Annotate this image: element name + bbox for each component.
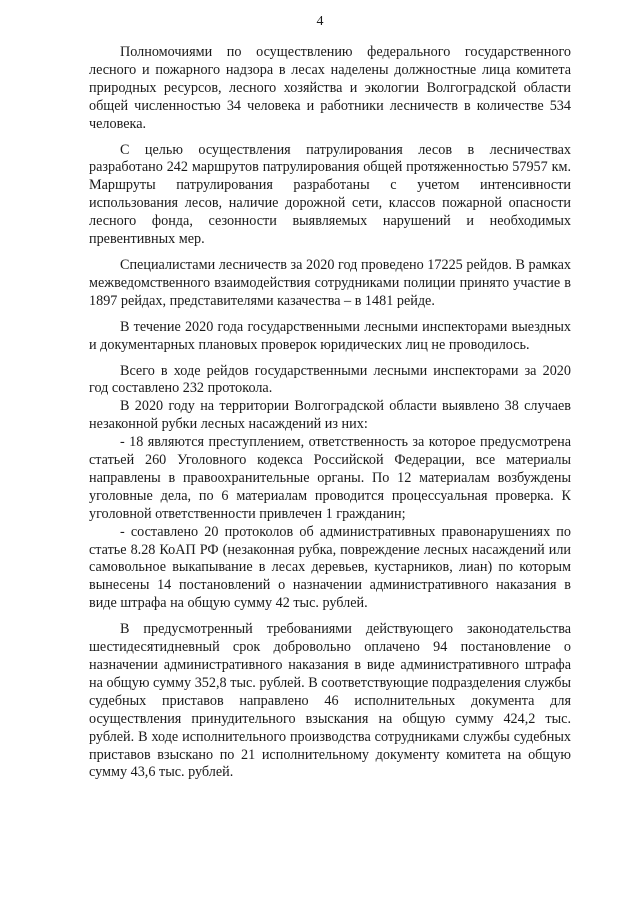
document-body xyxy=(89,44,571,790)
list-item-criminal-cases: - 18 являются преступлением, ответственность за которое предусмотрена статьей 260 Уголовного кодекса Российской Федерации, все материалы направлены в правоохранительные органы. По 12 материалам возбуждены уголовные дела, по 6 материалам проводится процессуальная проверка. К уголовной ответственности привлечен 1 гражданин; xyxy=(89,434,571,522)
paragraph-protocols: Всего в ходе рейдов государственными лесными инспекторами за 2020 год составлено 232 протокола. xyxy=(89,362,571,397)
paragraph-forest-supervision-staff: Полномочиями по осуществлению федерального государственного лесного и пожарного надзора в лесах наделены должностные лица комитета природных ресурсов, лесного хозяйства и экологии Волгоградской области общей численностью 34 человека и работники лесничеств в количестве 534 человека. xyxy=(89,44,571,132)
paragraph-illegal-logging: В 2020 году на территории Волгоградской области выявлено 38 случаев незаконной рубки лесных насаждений из них: xyxy=(89,398,571,433)
paragraph-fines-collection: В предусмотренный требованиями действующего законодательства шестидесятидневный срок добровольно оплачено 94 постановление о назначении административного наказания в виде административного штрафа на общую сумму 352,8 тыс. рублей. В соответствующие подразделения службы судебных приставов направлено 46 исполнительных документа для осуществления принудительного взыскания на общую сумму 424,2 тыс. рублей. В ходе исполнительного производства сотрудниками службы судебных приставов взыскано по 21 исполнительному документу комитета на общую сумму 43,6 тыс. рублей. xyxy=(89,621,571,781)
paragraph-patrol-routes: С целью осуществления патрулирования лесов в лесничествах разработано 242 маршрутов патрулирования общей протяженностью 57957 км. Маршруты патрулирования разработаны с учетом интенсивности использования лесов, наличие дорожной сети, классов пожарной опасности лесного фонда, сезонности выявляемых нарушений и необходимых превентивных мер. xyxy=(89,141,571,248)
paragraph-raids: Специалистами лесничеств за 2020 год проведено 17225 рейдов. В рамках межведомственного взаимодействия сотрудниками полиции принято участие в 1897 рейдах, представителями казачества – в 1481 рейде. xyxy=(89,256,571,309)
page-number: 4 xyxy=(316,14,324,29)
paragraph-inspections: В течение 2020 года государственными лесными инспекторами выездных и документарных плановых проверок юридических лиц не проводилось. xyxy=(89,318,571,353)
list-item-administrative-protocols: - составлено 20 протоколов об административных правонарушениях по статье 8.28 КоАП РФ (незаконная рубка, повреждение лесных насаждений или самовольное выкапывание в лесах деревьев, кустарников, лиан) по которым вынесены 14 постановлений о назначении административного наказания в виде штрафа на общую сумму 42 тыс. рублей. xyxy=(89,523,571,612)
